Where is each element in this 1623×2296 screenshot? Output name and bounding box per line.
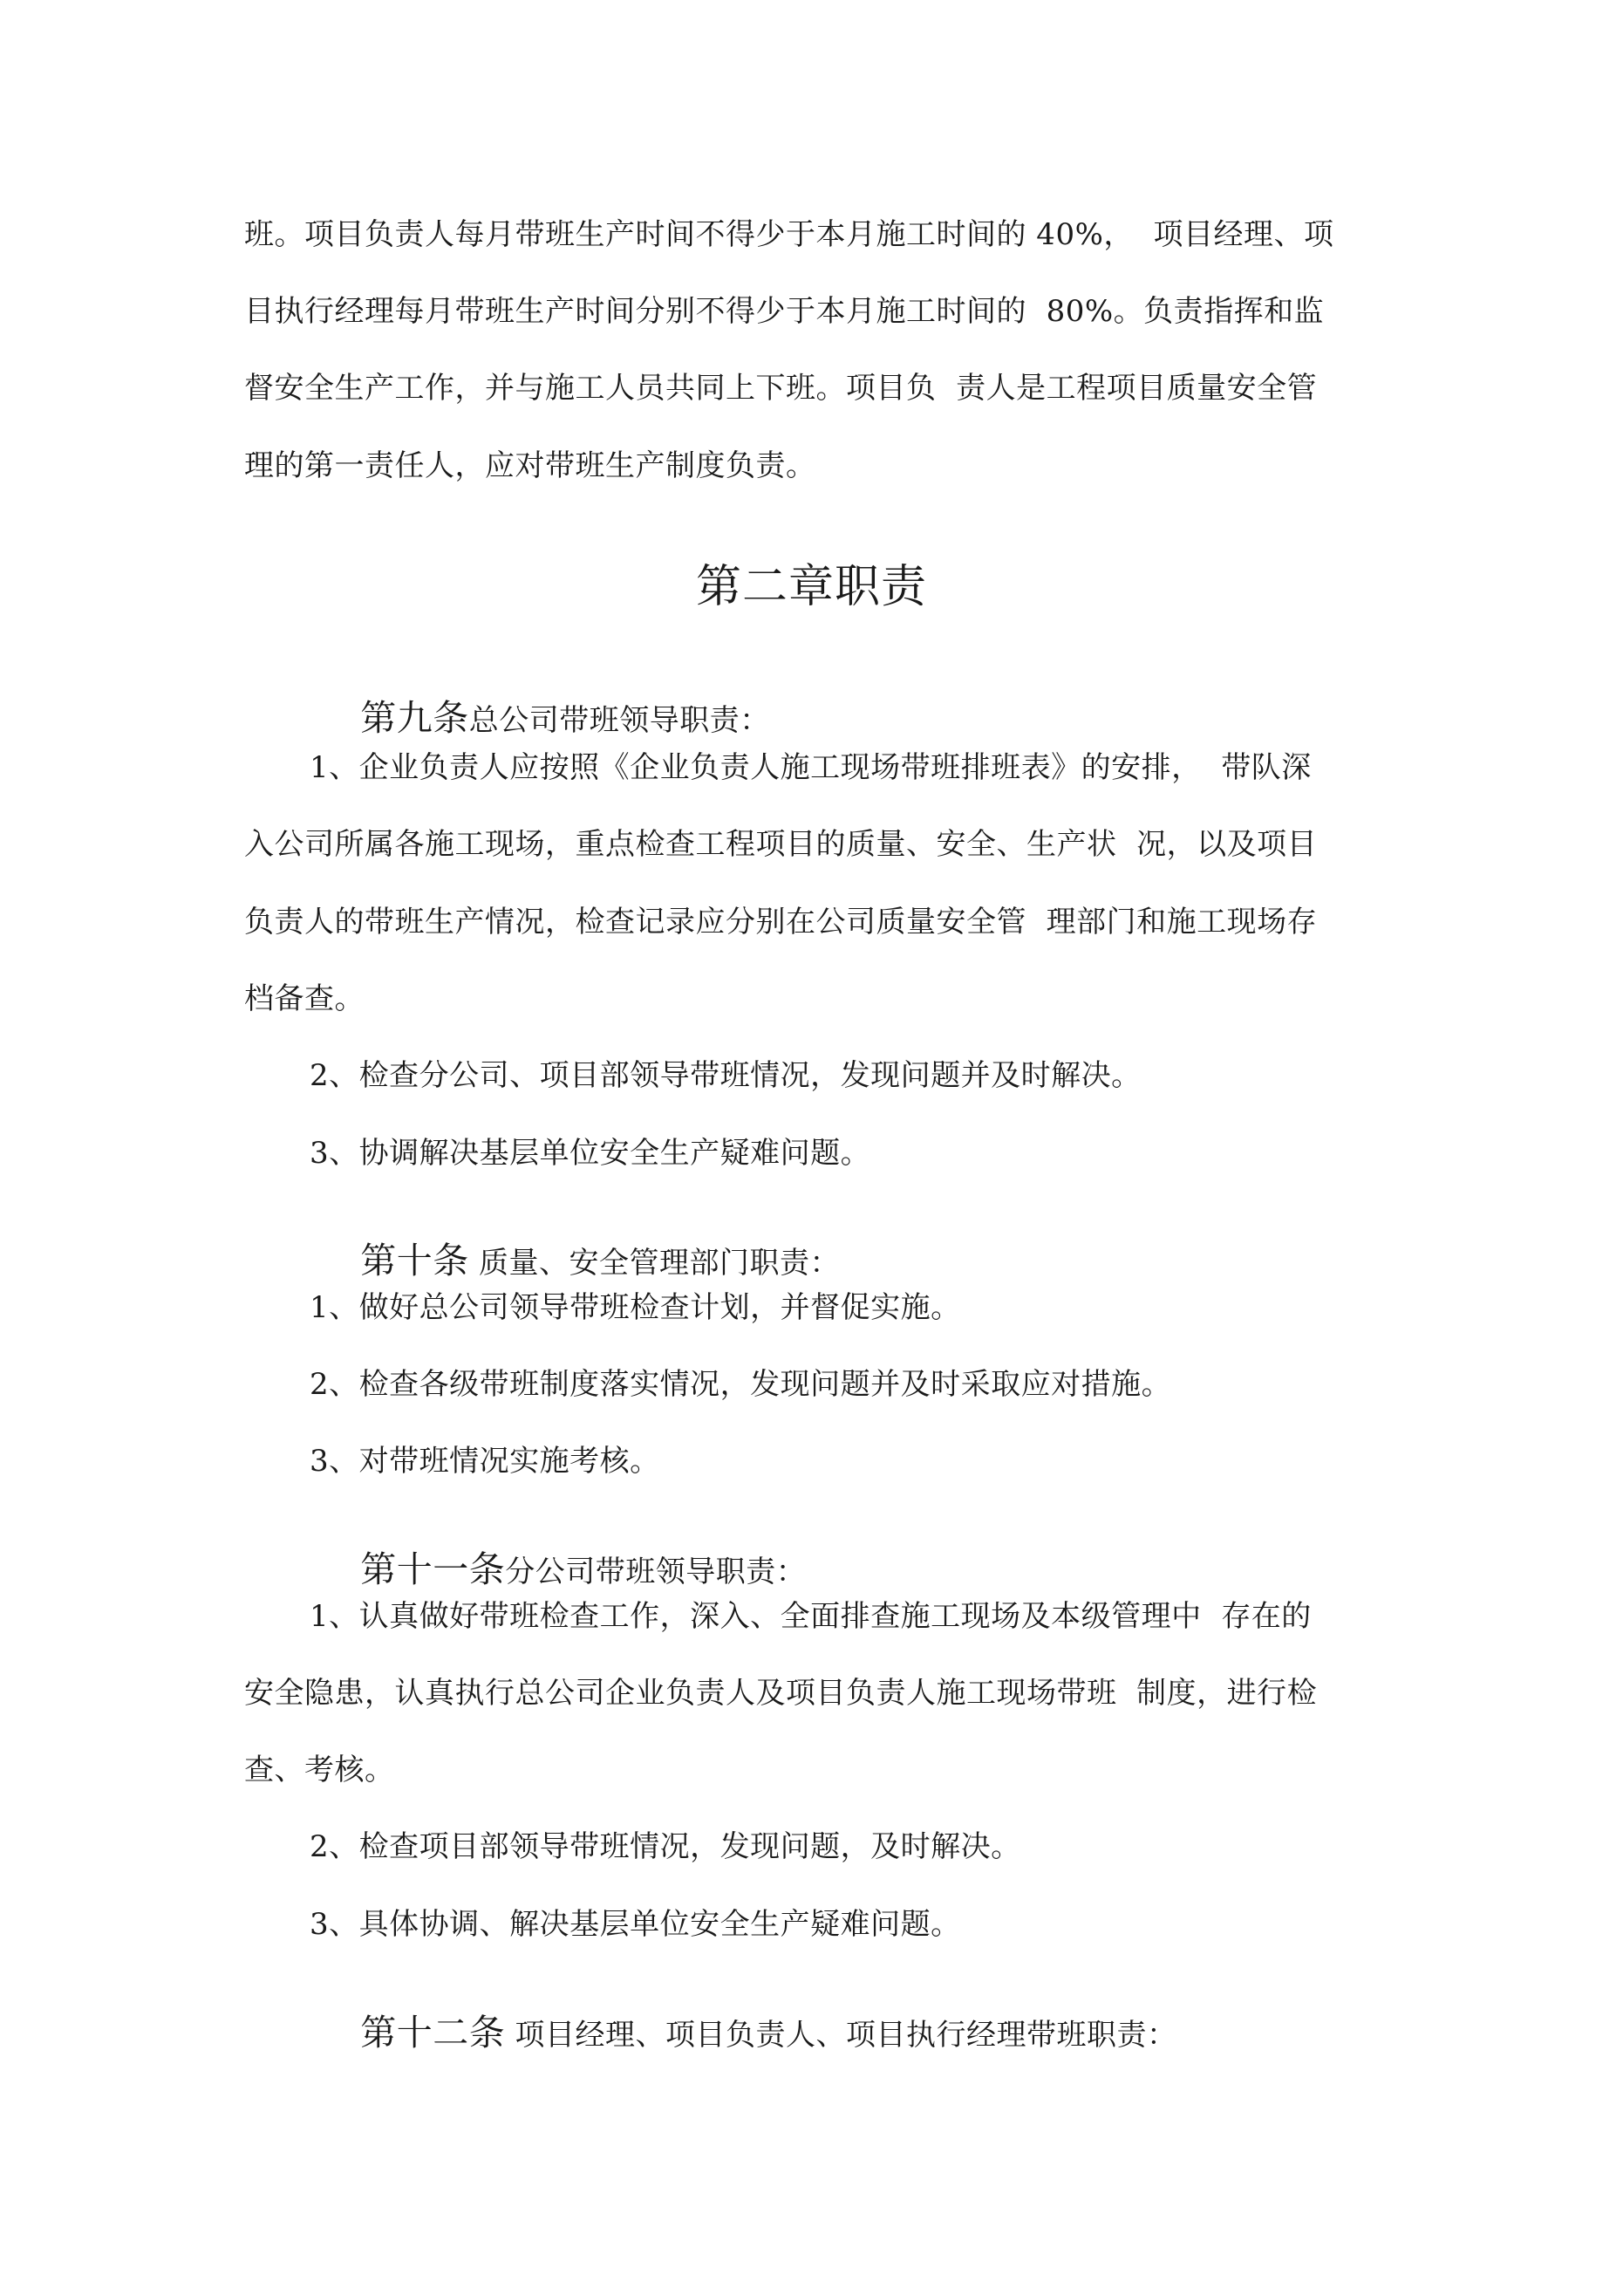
article-number: 第九条 — [360, 697, 469, 739]
article-number: 第十条 — [360, 1240, 469, 1281]
article-number: 第十一条 — [360, 1548, 506, 1590]
paragraph-line: 2、检查各级带班制度落实情况，发现问题并及时采取应对措施。 — [310, 1367, 1172, 1402]
intro-line: 班。项目负责人每月带班生产时间不得少于本月施工时间的 40%， 项目经理、项 — [244, 217, 1334, 252]
paragraph-line: 3、对带班情况实施考核。 — [310, 1444, 660, 1479]
paragraph-line: 1、认真做好带班检查工作，深入、全面排查施工现场及本级管理中 存在的 — [310, 1599, 1312, 1634]
paragraph-line: 安全隐患，认真执行总公司企业负责人及项目负责人施工现场带班 制度，进行检 — [244, 1676, 1318, 1711]
paragraph-line: 1、企业负责人应按照《企业负责人施工现场带班排班表》的安排， 带队深 — [310, 750, 1312, 785]
intro-line: 督安全生产工作，并与施工人员共同上下班。项目负 责人是工程项目质量安全管 — [244, 371, 1318, 406]
paragraph-line: 2、检查分公司、项目部领导带班情况，发现问题并及时解决。 — [310, 1058, 1142, 1093]
chapter-title: 第二章职责 — [695, 561, 927, 613]
article-heading — [321, 1980, 1177, 2088]
paragraph-line: 入公司所属各施工现场，重点检查工程项目的质量、安全、生产状 况，以及项目 — [244, 827, 1318, 862]
article-title: 项目经理、项目负责人、项目执行经理带班职责： — [505, 2018, 1177, 2053]
intro-line: 目执行经理每月带班生产时间分别不得少于本月施工时间的 80%。负责指挥和监 — [244, 294, 1325, 329]
paragraph-line: 1、做好总公司领导带班检查计划，并督促实施。 — [310, 1290, 961, 1325]
article-title: 分公司带班领导职责： — [505, 1555, 807, 1589]
intro-line: 理的第一责任人，应对带班生产制度负责。 — [244, 448, 816, 483]
article-number: 第十二条 — [360, 2012, 506, 2053]
paragraph-line: 负责人的带班生产情况，检查记录应分别在公司质量安全管 理部门和施工现场存 — [244, 905, 1318, 940]
article-title: 总公司带班领导职责： — [468, 703, 770, 738]
paragraph-line: 2、检查项目部领导带班情况，发现问题，及时解决。 — [310, 1829, 1021, 1864]
paragraph-line: 3、协调解决基层单位安全生产疑难问题。 — [310, 1136, 871, 1171]
article-title: 质量、安全管理部门职责： — [468, 1246, 841, 1281]
paragraph-line: 查、考核。 — [244, 1753, 395, 1787]
paragraph-line: 3、具体协调、解决基层单位安全生产疑难问题。 — [310, 1907, 961, 1942]
paragraph-line: 档备查。 — [244, 981, 365, 1016]
